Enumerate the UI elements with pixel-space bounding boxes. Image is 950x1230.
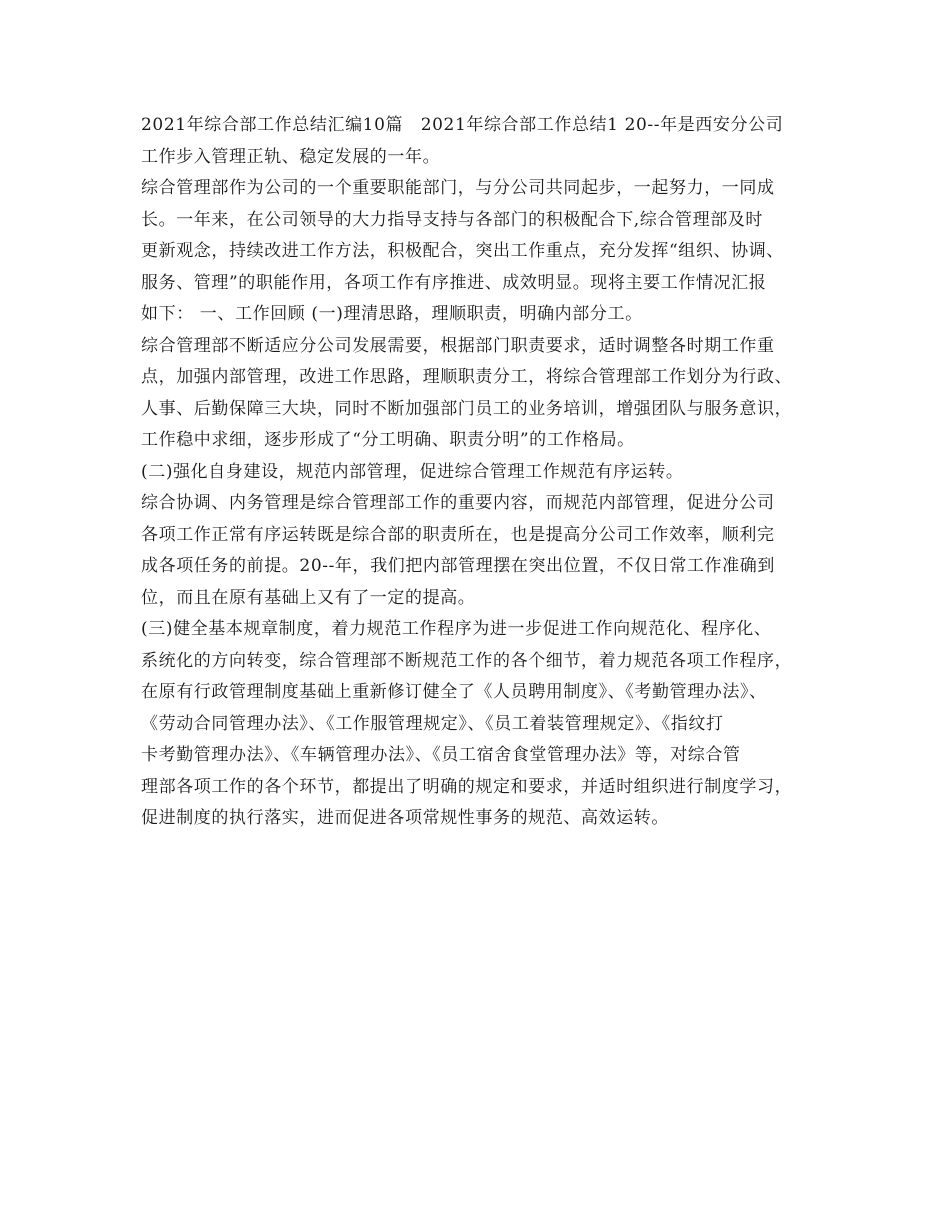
text-line: 更新观念，持续改进工作方法，积极配合，突出工作重点，充分发挥“组织、协调、 [141, 241, 784, 261]
text-line: 系统化的方向转变，综合管理部不断规范工作的各个细节，着力规范各项工作程序， [141, 650, 793, 671]
document-body [141, 110, 817, 835]
text-line: 理部各项工作的各个环节，都提出了明确的规定和要求，并适时组织进行制度学习， [141, 776, 793, 797]
text-line: 卡考勤管理办法》、《车辆管理办法》、《员工宿舍食堂管理办法》等，对综合管 [141, 745, 741, 765]
text-line: (三)健全基本规章制度，着力规范工作程序为进一步促进工作向规范化、程序化、 [141, 619, 772, 639]
text-line: 成各项任务的前提。20--年，我们把内部管理摆在突出位置，不仅日常工作准确到 [141, 556, 775, 576]
text-line: 如下： 一、工作回顾 (一)理清思路，理顺职责，明确内部分工。 [141, 304, 643, 324]
text-line: 2021年综合部工作总结汇编10篇 2021年综合部工作总结1 20--年是西安分公司 [141, 115, 784, 135]
text-line: 位，而且在原有基础上又有了一定的提高。 [141, 587, 476, 608]
text-line: 工作稳中求细，逐步形成了“分工明确、职责分明”的工作格局。 [141, 430, 635, 450]
text-line: (二)强化自身建设，规范内部管理，促进综合管理工作规范有序运转。 [141, 461, 684, 482]
text-line: 人事、后勤保障三大块，同时不断加强部门员工的业务培训，增强团队与服务意识， [141, 398, 793, 419]
text-line: 长。一年来，在公司领导的大力指导支持与各部门的积极配合下,综合管理部及时 [141, 209, 764, 230]
text-line: 点，加强内部管理，改进工作思路，理顺职责分工，将综合管理部工作划分为行政、 [141, 367, 793, 387]
text-line: 在原有行政管理制度基础上重新修订健全了《人员聘用制度》、《考勤管理办法》、 [141, 682, 767, 702]
text-line: 促进制度的执行落实，进而促进各项常规性事务的规范、高效运转。 [141, 808, 669, 828]
text-line: 综合管理部作为公司的一个重要职能部门，与分公司共同起步，一起努力，一同成 [141, 178, 775, 198]
text-line: 综合管理部不断适应分公司发展需要，根据部门职责要求，适时调整各时期工作重 [141, 335, 775, 356]
text-line: 服务、管理”的职能作用，各项工作有序推进、成效明显。现将主要工作情况汇报 [141, 272, 767, 293]
text-line: 综合协调、内务管理是综合管理部工作的重要内容，而规范内部管理，促进分公司 [141, 493, 775, 513]
text-line: 《劳动合同管理办法》、《工作服管理规定》、《员工着装管理规定》、《指纹打 [141, 713, 724, 734]
text-line: 工作步入管理正轨、稳定发展的一年。 [141, 146, 441, 167]
text-line: 各项工作正常有序运转既是综合部的职责所在，也是提高分公司工作效率，顺利完 [141, 524, 775, 545]
